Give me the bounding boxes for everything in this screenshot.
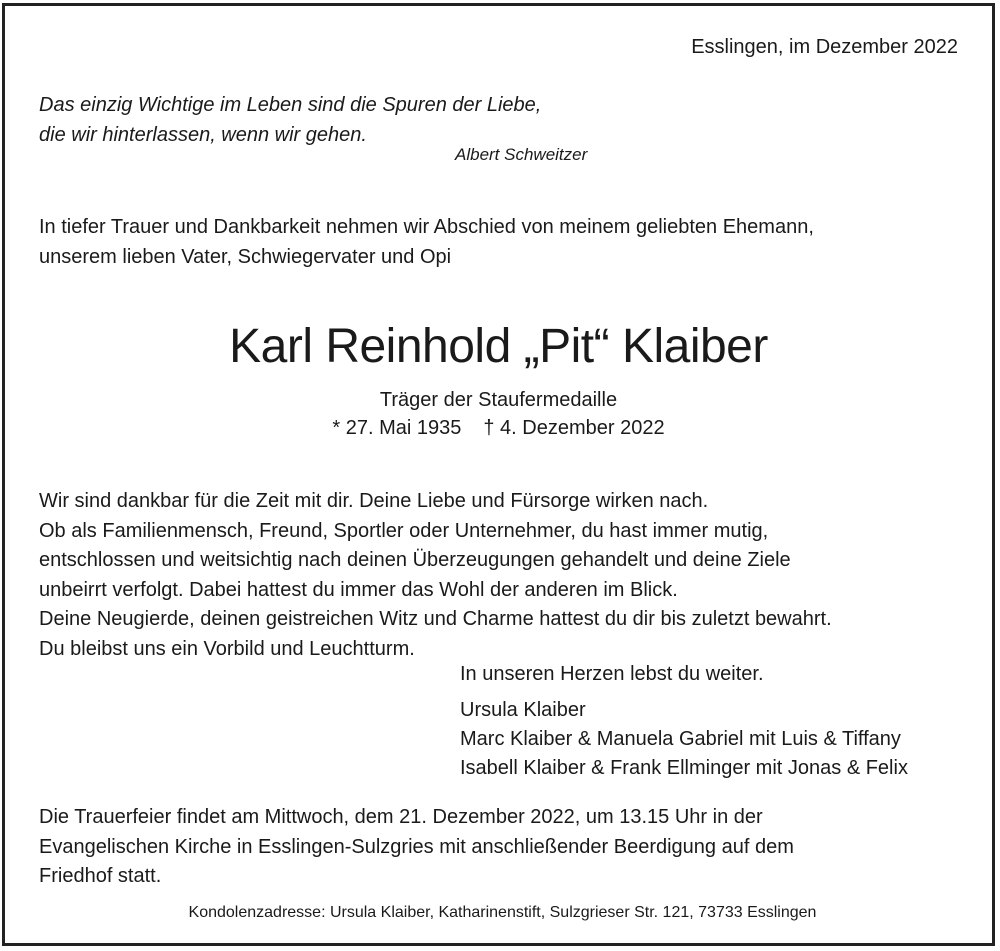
funeral-line: Die Trauerfeier findet am Mittwoch, dem 21. Dezember 2022, um 13.15 Uhr in der bbox=[39, 806, 763, 828]
intro-line: In tiefer Trauer und Dankbarkeit nehmen wir Abschied von meinem geliebten Ehemann, bbox=[39, 216, 814, 238]
signoff bbox=[460, 660, 908, 783]
funeral-line: Evangelischen Kirche in Esslingen-Sulzgries mit anschließender Beerdigung auf dem bbox=[39, 835, 794, 858]
tribute-line: entschlossen und weitsichtig nach deinen Überzeugungen gehandelt und deine Ziele bbox=[39, 549, 791, 571]
tribute-line: Deine Neugierde, deinen geistreichen Witz und Charme hattest du dir bis zuletzt bewahrt. bbox=[39, 608, 832, 630]
obituary-frame bbox=[2, 3, 995, 946]
tribute-line: Du bleibst uns ein Vorbild und Leuchtturm. bbox=[39, 637, 415, 660]
tribute-line: Ob als Familienmensch, Freund, Sportler oder Unternehmer, du hast immer mutig, bbox=[39, 519, 769, 542]
quote-line: Das einzig Wichtige im Leben sind die Spuren der Liebe, bbox=[39, 94, 542, 116]
deceased-honor: Träger der Staufermedaille bbox=[379, 389, 618, 411]
death-date: † 4. Dezember 2022 bbox=[483, 417, 665, 439]
birth-date: * 27. Mai 1935 bbox=[332, 417, 462, 439]
quote bbox=[39, 90, 541, 150]
signoff-motto: In unseren Herzen lebst du weiter. bbox=[460, 663, 764, 685]
deceased-name: Karl Reinhold „Pit“ Klaiber bbox=[229, 320, 768, 373]
place-date: Esslingen, im Dezember 2022 bbox=[691, 36, 958, 58]
quote-line: die wir hinterlassen, wenn wir gehen. bbox=[39, 124, 367, 146]
intro-text bbox=[39, 212, 814, 272]
tribute-line: Wir sind dankbar für die Zeit mit dir. Deine Liebe und Fürsorge wirken nach. bbox=[39, 490, 709, 512]
mourner-name: Marc Klaiber & Manuela Gabriel mit Luis & Tiffany bbox=[460, 728, 901, 750]
mourner-name: Ursula Klaiber bbox=[460, 699, 586, 721]
intro-line: unserem lieben Vater, Schwiegervater und Opi bbox=[39, 246, 452, 268]
quote-author: Albert Schweitzer bbox=[455, 145, 588, 164]
life-dates bbox=[5, 417, 992, 440]
funeral-line: Friedhof statt. bbox=[39, 865, 162, 887]
funeral-notice bbox=[39, 803, 794, 892]
tribute-line: unbeirrt verfolgt. Dabei hattest du immer das Wohl der anderen im Blick. bbox=[39, 578, 678, 601]
mourner-name: Isabell Klaiber & Frank Ellminger mit Jonas & Felix bbox=[460, 757, 908, 779]
tribute-text bbox=[39, 487, 832, 664]
condolence-address: Kondolenzadresse: Ursula Klaiber, Katharinenstift, Sulzgrieser Str. 121, 73733 Esslingen bbox=[188, 904, 817, 921]
